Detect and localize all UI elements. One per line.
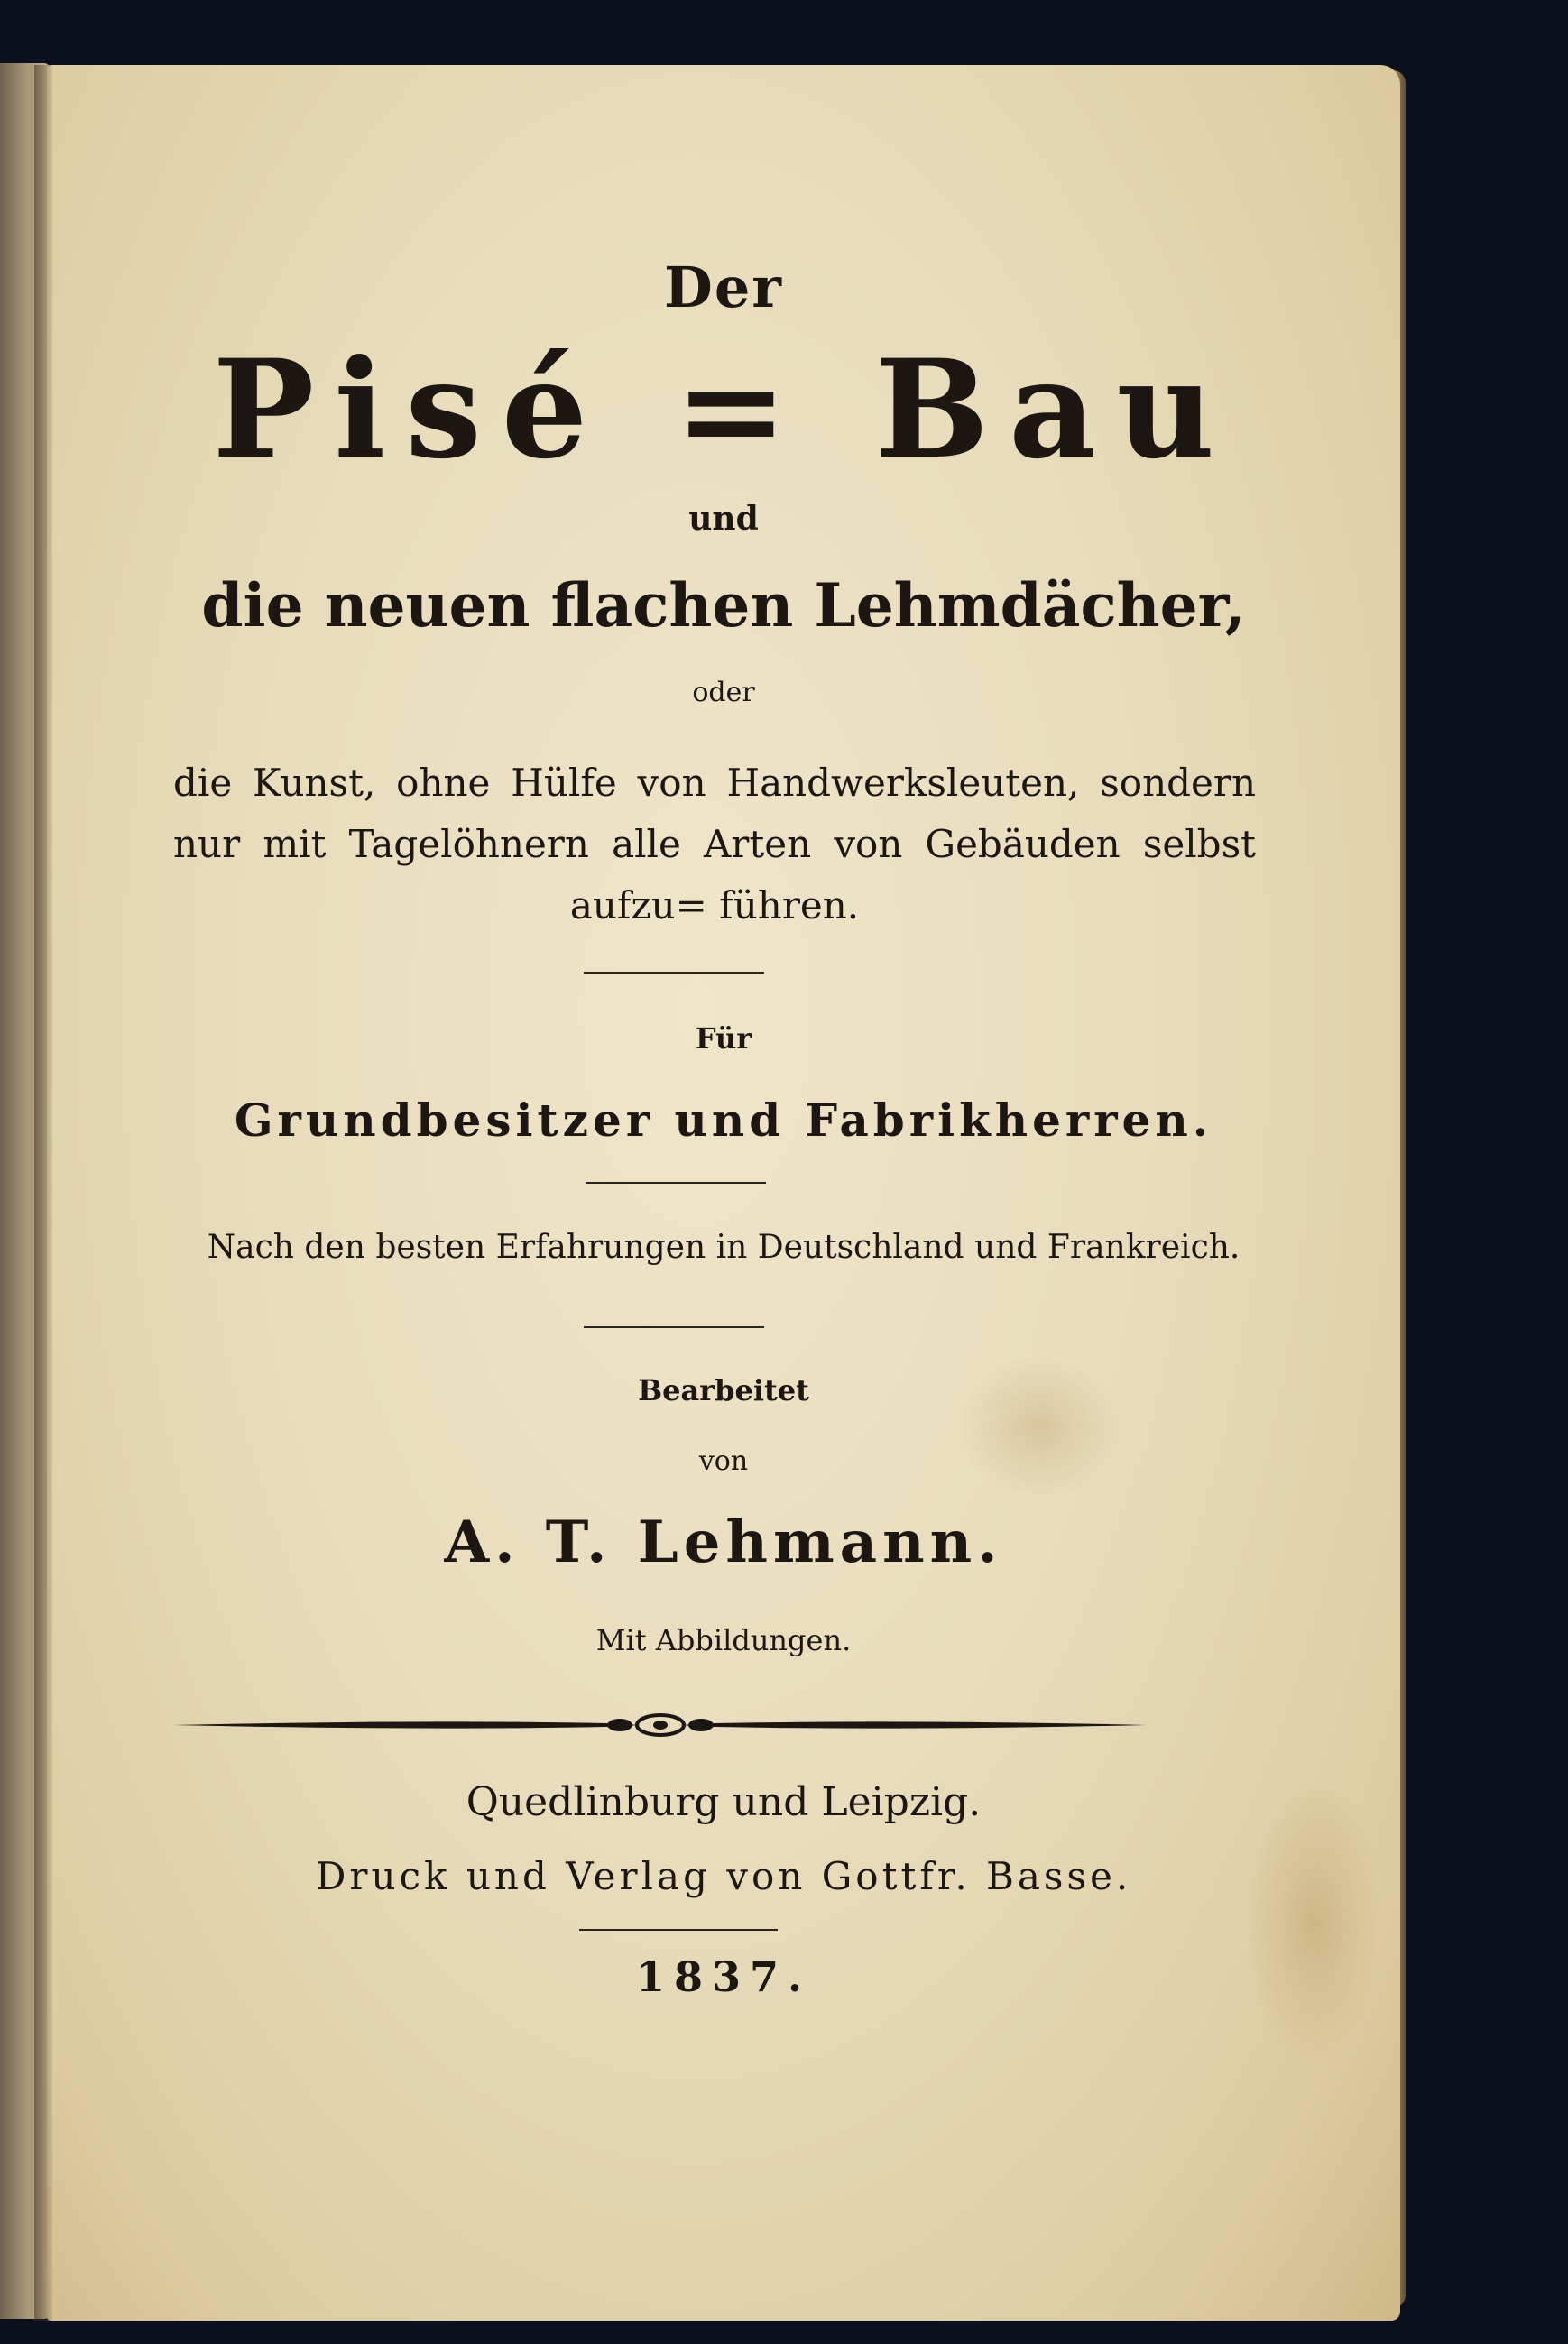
ornamental-rule [173, 1707, 1148, 1743]
author-name: A. T. Lehmann. [444, 1509, 1003, 1576]
publisher-line: Druck und Verlag von Gottfr. Basse. [315, 1854, 1132, 1898]
illustrations-note: Mit Abbildungen. [595, 1623, 852, 1657]
edited-label: Bearbeitet [638, 1373, 809, 1407]
title-article: Der [664, 254, 783, 320]
publication-place: Quedlinburg und Leipzig. [466, 1779, 982, 1825]
binding-gutter [34, 65, 52, 2321]
conjunction-und: und [688, 500, 759, 538]
source-note: Nach den besten Erfahrungen in Deutschland und Frankreich. [207, 1229, 1241, 1266]
book-subtitle: die neuen flachen Lehmdächer, [201, 570, 1246, 641]
divider-rule [584, 972, 764, 974]
publication-year: 1837. [635, 1952, 812, 2001]
target-audience: Grundbesitzer und Fabrikherren. [234, 1094, 1213, 1147]
divider-rule [579, 1929, 778, 1931]
conjunction-oder: oder [692, 677, 755, 708]
book-title: Pisé = Bau [212, 330, 1235, 489]
divider-rule [586, 1182, 766, 1184]
dedication-fuer: Für [695, 1021, 752, 1056]
book-description: die Kunst, ohne Hülfe von Handwerksleuten, sondern nur mit Tagelöhnern alle Arten von Gebäuden selbst aufzu= führen. [173, 761, 1256, 927]
divider-rule [584, 1326, 764, 1328]
by-label: von [698, 1445, 749, 1477]
title-page [47, 65, 1400, 2321]
